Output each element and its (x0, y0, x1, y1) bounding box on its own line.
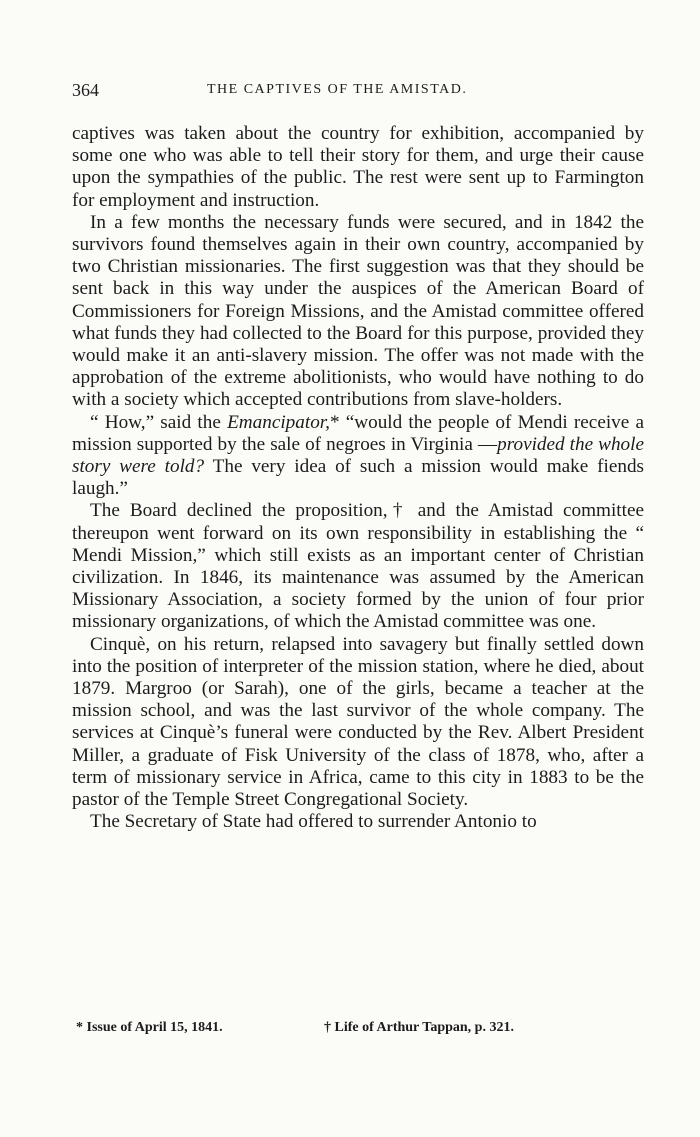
emancipator-title: Emancipator, (227, 411, 330, 433)
paragraph-5: Cinquè, on his return, relapsed into savagery but finally settled down into the position of interpreter of the mission station, where he died, about 1879. Margroo (or Sarah), one of the girls, became a teacher at the mission school, and was the last survivor of the whole company. The services at Cinquè’s funeral were conducted by the Rev. Albert President Miller, a graduate of Fisk University of the class of 1878, who, after a term of missionary service in Africa, came to this city in 1883 to be the pastor of the Temple Street Congregational Society. (72, 633, 644, 811)
paragraph-2: In a few months the necessary funds were secured, and in 1842 the survivors found themselves again in their own country, accompanied by two Christian missionaries. The first suggestion was that they should be sent back in this way under the auspices of the American Board of Commissioners for Foreign Missions, and the Amistad committee offered what funds they had collected to the Board for this purpose, provided they would make it an anti-slavery mission. The offer was not made with the approbation of the extreme abolitionists, who would have nothing to do with a society which accepted contributions from slave-holders. (72, 211, 644, 411)
body-text (72, 123, 644, 834)
quote-ending: The very idea of such a mission would make fiends laugh.” (72, 456, 645, 500)
page-number: 364 (72, 80, 99, 100)
quote-intro: “ How,” said the (90, 411, 228, 433)
footnote-life-of-tappan: † Life of Arthur Tappan, p. 321. (324, 1020, 514, 1035)
footnote-issue: * Issue of April 15, 1841. (76, 1020, 223, 1035)
paragraph-4: The Board declined the proposition,† and the Amistad committee thereupon went forward on its own responsibility in establishing the “ Mendi Mission,” which still exists as an important center of Christian civilization. In 1846, its maintenance was assumed by the American Missionary Association, a society formed by the union of four prior missionary organizations, of which the Amistad committee was one. (72, 500, 644, 633)
running-head: THE CAPTIVES OF THE AMISTAD. (207, 82, 468, 97)
quote-italic-phrase: provided the whole story were told? (72, 433, 644, 478)
paragraph-6: The Secretary of State had offered to surrender Antonio to (90, 811, 537, 833)
paragraph-1: captives was taken about the country for exhibition, accompanied by some one who was able to tell their story for them, and urge their cause upon the sympathies of the public. The rest were sent up to Farmington for employment and instruction. (72, 123, 644, 211)
page-header (72, 80, 644, 102)
paragraph-3-quote (72, 412, 644, 501)
quote-body: * “would the people of Mendi receive a mission supported by the sale of negroes in Virginia — (72, 411, 644, 455)
